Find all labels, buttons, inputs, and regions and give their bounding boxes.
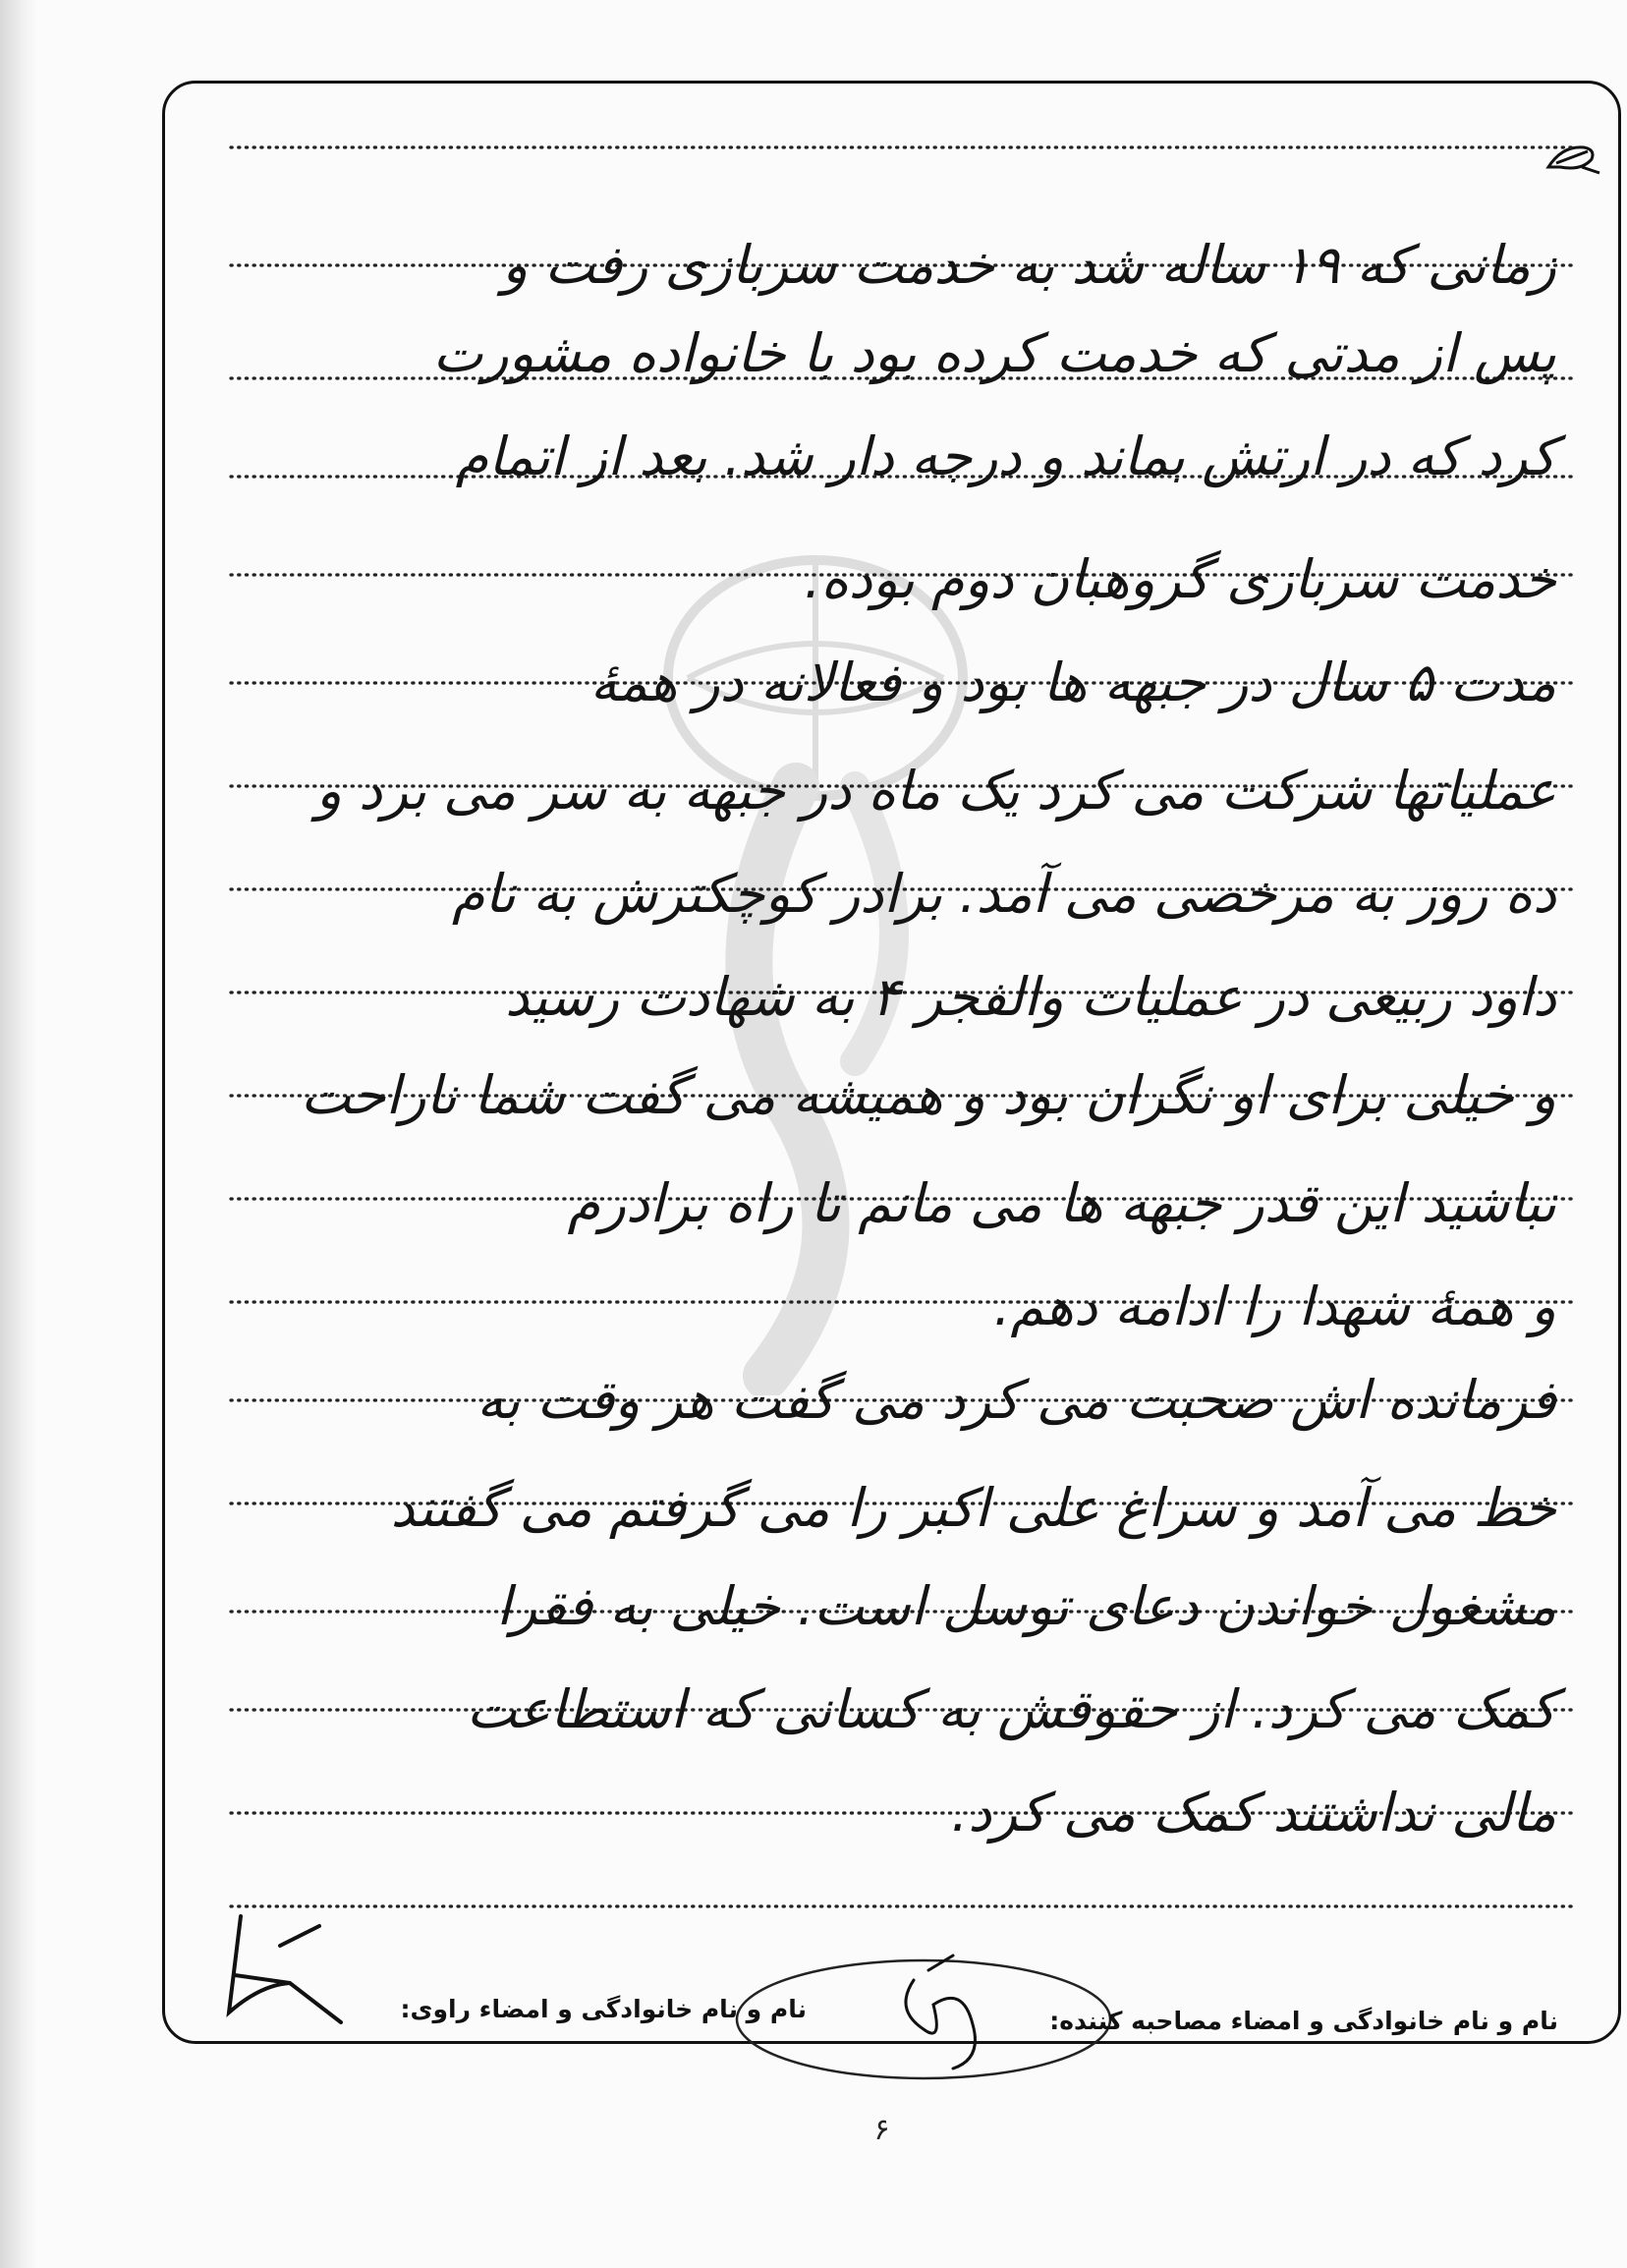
handwritten-text-line: مشغول خواندن دعای توسل است. خیلی به فقرا: [496, 1575, 1556, 1637]
handwritten-text-line: مالی نداشتند کمک می کرد.: [951, 1782, 1556, 1843]
narrator-signature: [221, 1906, 349, 2034]
handwritten-text-line: داود ربیعی در عملیات والفجر ۴ به شهادت رسید: [505, 966, 1556, 1028]
handwritten-text-line: فرمانده اش صحبت می کرد می گفت هر وقت به: [477, 1369, 1556, 1431]
handwritten-text-line: پس از مدتی که خدمت کرده بود با خانواده مشورت: [432, 322, 1556, 384]
narrator-name-signature-label: نام و نام خانوادگی و امضاء راوی:: [400, 1995, 807, 2023]
handwritten-text-line: کرد که در ارتش بماند و درجه دار شد. بعد از اتمام: [455, 425, 1556, 487]
handwritten-text-line: نباشید این قدر جبهه ها می مانم تا راه برادرم: [567, 1172, 1556, 1234]
handwritten-text-line: زمانی که ۱۹ ساله شد به خدمت سربازی رفت و: [502, 234, 1556, 296]
handwritten-text-line: خدمت سربازی گروهبان دوم بوده.: [804, 548, 1556, 610]
interviewer-name-signature-label: نام و نام خانوادگی و امضاء مصاحبه کننده:: [1049, 2007, 1558, 2035]
handwritten-text-line: عملیاتها شرکت می کرد یک ماه در جبهه به سر می برد و: [315, 760, 1556, 822]
handwritten-text-line: خط می آمد و سراغ علی اکبر را می گرفتم می گفتند: [390, 1477, 1556, 1539]
handwritten-text-line: و همهٔ شهدا را ادامه دهم.: [993, 1276, 1556, 1337]
handwritten-text-line: ده روز به مرخصی می آمد. برادر کوچکترش به نام: [451, 863, 1556, 925]
handwritten-text-line: کمک می کرد. از حقوقش به کسانی که استطاعت: [466, 1678, 1556, 1740]
handwritten-text-line: مدت ۵ سال در جبهه ها بود و فعالانه در همهٔ: [589, 652, 1556, 713]
page-number: ۶: [873, 2113, 890, 2147]
handwritten-text-line: و خیلی برای او نگران بود و همیشه می گفت شما ناراحت: [301, 1064, 1556, 1126]
